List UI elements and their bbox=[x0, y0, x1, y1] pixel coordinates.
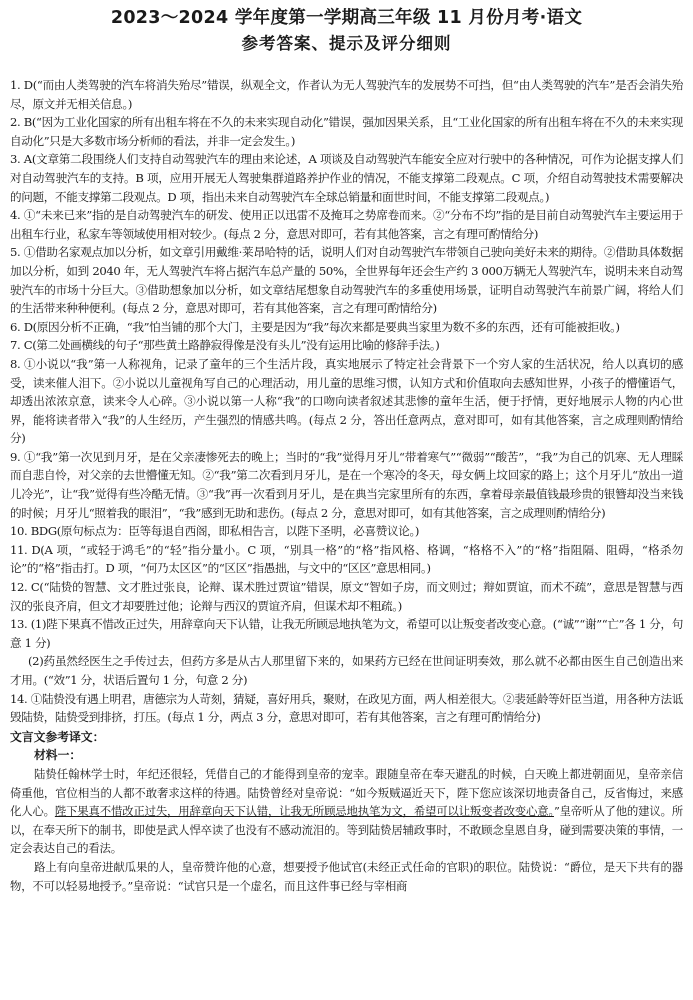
answer-13-2: (2)药虽然经医生之手传过去，但药方多是从古人那里留下来的，如果药方已经在世间证明奏效，那么就不必都由医生自己创造出来才用。(“效”1 分，状语后置句 1 分，句意 2 分) bbox=[10, 654, 683, 687]
answer-9: 9. ①“我”第一次见到月牙，是在父亲凄惨死去的晚上；当时的“我”觉得月牙儿“带着寒气”“微弱”“酸苦”，“我”为自己的饥寒、无人理睬而自悲自怜，对父亲的去世懵懂无知。②“我”第二次看到月牙儿，是在一个寒冷的冬天，母女俩上坟回家的路上；这个月牙儿“放出一道儿冷光”，让“我”觉得有些冷酷无情。③“我”再一次看到月牙儿，是在典当完家里所有的东西，拿着母亲最值钱最珍贵的银簪却没当来钱的时候；月牙儿“照着我的眼泪”，“我”感到无助和悲伤。(每点 2 分，意思对即可，如有其他答案，言之成理则酌情给分) bbox=[10, 449, 683, 520]
answer-6: 6. D(原因分析不正确，“我”怕当铺的那个大门，主要是因为“我”每次来都是要典当家里为数不多的东西，还有可能被拒收。) bbox=[10, 319, 620, 334]
translation-paragraph-2 bbox=[10, 858, 683, 895]
answer-10: 10. BDG(原句标点为：臣等每退自西阁，即私相告言，以陛下圣明，必喜赞议论。) bbox=[10, 524, 420, 539]
translation-text: 陆贽任翰林学士时，年纪还很轻，凭借自己的才能得到皇帝的宠幸。跟随皇帝在奉天避乱的时候，白天晚上都进朝面见，皇帝亲信倚重他，官位相当的人都不敢奢求这样的待遇。陆贽曾经对皇帝说：“如今叛贼逼近天下，陛下您应该深切地责备自己，反省悔过，来感化人心。 bbox=[10, 766, 683, 819]
underlined-sentence: 陛下果真不惜改正过失，用辞章向天下认错，让我无所顾忌地执笔为文，希望可以让叛变者改变心意。 bbox=[54, 804, 554, 819]
exam-title: 2023～2024 学年度第一学期高三年级 11 月份月考·语文 bbox=[110, 8, 583, 28]
translation-paragraph-1 bbox=[10, 765, 683, 858]
answer-key-subtitle: 参考答案、提示及评分细则 bbox=[241, 34, 452, 53]
answer-8: 8. ①小说以“我”第一人称视角，记录了童年的三个生活片段，真实地展示了特定社会背景下一个穷人家的生活状况，给人以真切的感受，读来催人泪下。②小说以儿童视角写自己的心理活动，用儿童的思维习惯，认知方式和价值取向去感知世界，小孩子的懵懂语气，却透出浓浓京意，读来令人心碎。③小说以第一人称“我”的口吻向读者叙述其悲惨的童年生活，便于抒情，更好地展示人物的内心世界，能将读者带入“我”的人生经历，产生强烈的情感共鸣。(每点 2 分，答出任意两点，意对即可，如有其他答案，言之成理则酌情给分) bbox=[10, 356, 683, 446]
translation-text: ”皇帝听从了他的建议。所以，在奉天所下的制书，即使是武人悍卒读了也没有不感动流泪的。等到陆贽居辅政事时，不敢顾念皇恩自身，碰到需要决策的事情，一定会表达自己的看法。 bbox=[10, 804, 683, 856]
translation-text: 路上有向皇帝进献瓜果的人，皇帝赞许他的心意，想要授予他试官(未经正式任命的官职)的职位。陆贽说：“爵位，是天下共有的器物，不可以轻易地授予。”皇帝说：“试官只是一个虚名，而且这件事已经与宰相商 bbox=[10, 859, 683, 893]
answer-14: 14. ①陆贽没有遇上明君，唐德宗为人苛刻，猜疑，喜好用兵，聚财，在政见方面，两人相差很大。②裴延龄等奸臣当道，用各种方法诋毁陆贽，陆贽受到排挤，打压。(每点 1 分，两点 3 分，意思对即可，若有其他答案，言之有理可酌情给分) bbox=[10, 691, 683, 725]
answer-4: 4. ①“未来已来”指的是自动驾驶汽车的研发、使用正以迅雷不及掩耳之势席卷而来。②“分布不均”指的是目前自动驾驶汽车主要运用于出租车行业，私家车等领域使用相对较少。(每点 2 分，意思对即可，若有其他答案，言之有理可酌情给分) bbox=[10, 208, 683, 241]
answer-1: 1. D(“而由人类驾驶的汽车将消失殆尽”错误，纵观全文，作者认为无人驾驶汽车的发展势不可挡，但“由人类驾驶的汽车”是否会消失殆尽，原文并无相关信息。) bbox=[10, 78, 683, 111]
answer-7: 7. C(第二处画横线的句子“那些黄土路静寂得像是没有头儿”没有运用比喻的修辞手法。) bbox=[10, 338, 440, 353]
answer-13-1: 13. (1)陛下果真不惜改正过失，用辞章向天下认错，让我无所顾忌地执笔为文，希望可以让叛变者改变心意。(“诚”“谢”“亡”各 1 分，句意 1 分) bbox=[10, 617, 683, 650]
answer-3: 3. A(文章第二段围绕人们支持自动驾驶汽车的理由来论述，A 项谈及自动驾驶汽车能安全应对行驶中的各种情况，可作为论据支撑人们对自动驾驶汽车的支持。B 项，应用开展无人驾驶集群道路养护作业的情况，不能支撑第二段观点。C 项，介绍自动驾驶技术需要解决的问题，不能支撑第二段观点。D 项，指出未来自动驾驶汽车全球总销量和面世时间，不能支撑第二段观点。) bbox=[10, 152, 683, 204]
material-one-label: 材料一： bbox=[34, 748, 82, 763]
answer-12: 12. C(“陆贽的智慧、文才胜过张良，论辩、谋术胜过贾谊”错误，原文“智如子房，而文则过；辩如贾谊，而术不疏”，意思是智慧与西汉的张良齐肩，但文才却要胜过他；论辩与西汉的贾谊齐肩，但谋术却不粗疏。) bbox=[10, 580, 683, 613]
answer-5: 5. ①借助名家观点加以分析，如文章引用戴维·莱昂哈特的话，说明人们对自动驾驶汽车带领自己驶向美好未来的期待。②借助具体数据加以分析，如到 2040 年，无人驾驶汽车将占据汽车总产量的 50%，全世界每年还会生产约 3 000万辆无人驾驶汽车，说明未来自动驾驶汽车的市场十分巨大。③借助想象加以分析，如文章结尾想象自动驾驶汽车的多重使用场景，证明自动驾驶汽车前景广阔，将给人们的生活带来种种便利。(每点 2 分，意思对即可，若有其他答案，言之有理可酌情给分) bbox=[10, 245, 683, 316]
answer-2: 2. B(“因为工业化国家的所有出租车将在不久的未来实现自动化”错误，强加因果关系，且“工业化国家的所有出租车将在不久的未来实现自动化”只是大多数市场分析师的看法，并非一定会发生。) bbox=[10, 115, 683, 148]
answer-11: 11. D(A 项，“或轻于鸿毛”的“轻”指分量小。C 项，“别具一格”的“格”指风格、格调，“格格不入”的“格”指阻隔、阻碍，“格杀勿论”的“格”指击打。D 项，“何乃太区区”的“区区”指愚拙，与文中的“区区”意思相同。) bbox=[10, 542, 683, 576]
translation-section-title: 文言文参考译文： bbox=[10, 729, 105, 744]
answer-list bbox=[10, 76, 683, 727]
